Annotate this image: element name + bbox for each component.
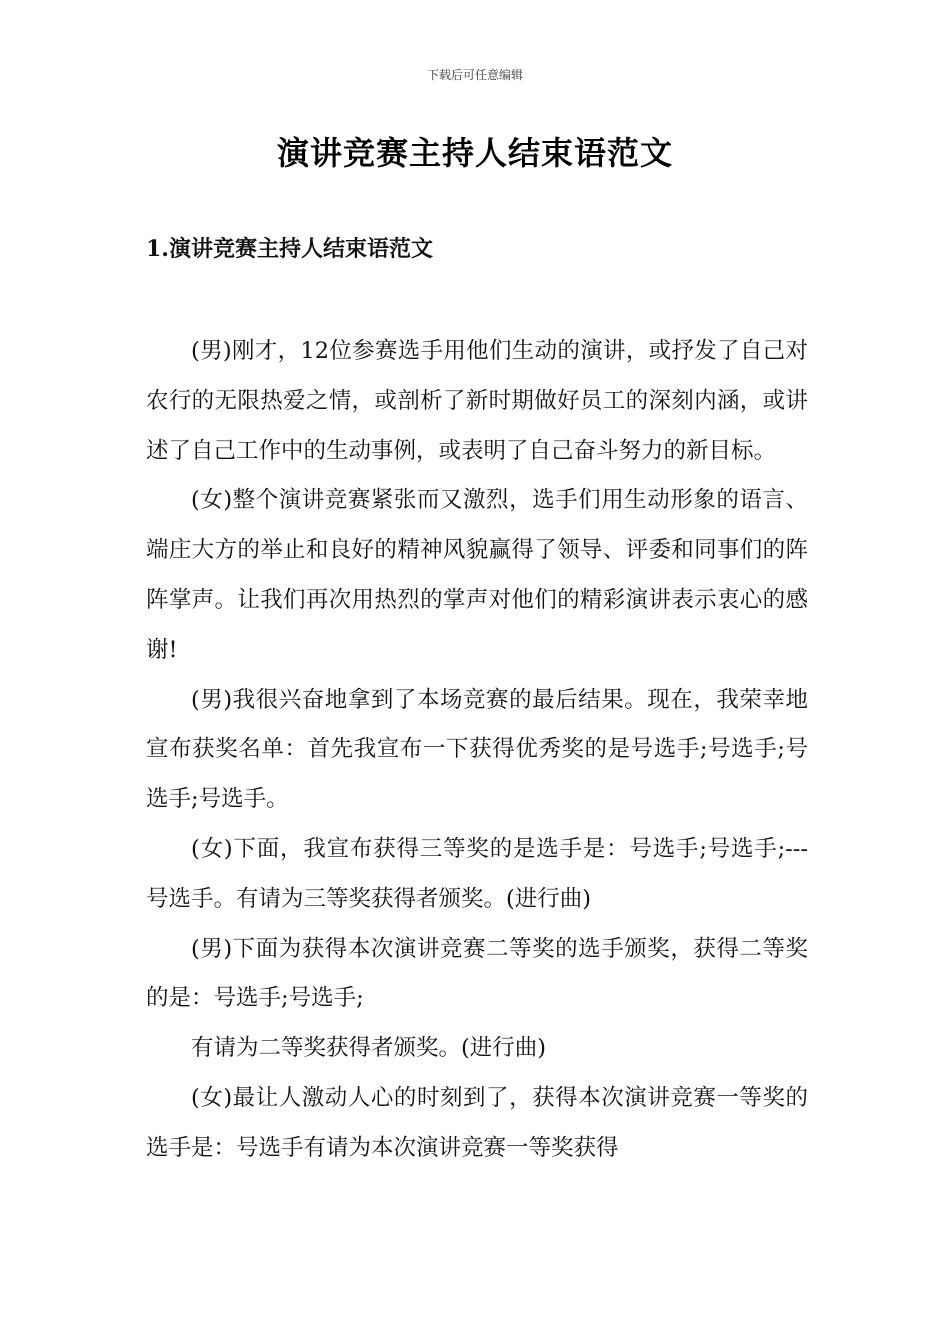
paragraph: (男)刚才，12位参赛选手用他们生动的演讲，或抒发了自己对农行的无限热爱之情，或剖析了新时期做好员工的深刻内涵，或讲述了自己工作中的生动事例，或表明了自己奋斗努力的新目标。 bbox=[146, 338, 808, 464]
paragraph: (女)整个演讲竞赛紧张而又激烈，选手们用生动形象的语言、端庄大方的举止和良好的精神风貌赢得了领导、评委和同事们的阵阵掌声。让我们再次用热烈的掌声对他们的精彩演讲表示衷心的感谢! bbox=[146, 487, 808, 663]
paragraph: 有请为二等奖获得者颁奖。(进行曲) bbox=[191, 1035, 547, 1062]
paragraph: (男)下面为获得本次演讲竞赛二等奖的选手颁奖，获得二等奖的是：号选手;号选手; bbox=[146, 935, 808, 1012]
header-note: 下载后可任意编辑 bbox=[426, 68, 523, 82]
body-text bbox=[146, 327, 808, 1174]
document-title: 演讲竞赛主持人结束语范文 bbox=[276, 134, 673, 172]
paragraph: (男)我很兴奋地拿到了本场竞赛的最后结果。现在，我荣幸地宣布获奖名单：首先我宣布一下获得优秀奖的是号选手;号选手;号选手;号选手。 bbox=[146, 686, 808, 813]
paragraph: (女)最让人激动人心的时刻到了，获得本次演讲竞赛一等奖的选手是：号选手有请为本次演讲竞赛一等奖获得 bbox=[146, 1084, 808, 1161]
section-heading: 1.演讲竞赛主持人结束语范文 bbox=[146, 236, 433, 262]
paragraph: (女)下面，我宣布获得三等奖的是选手是：号选手;号选手;---号选手。有请为三等奖获得者颁奖。(进行曲) bbox=[146, 835, 808, 912]
